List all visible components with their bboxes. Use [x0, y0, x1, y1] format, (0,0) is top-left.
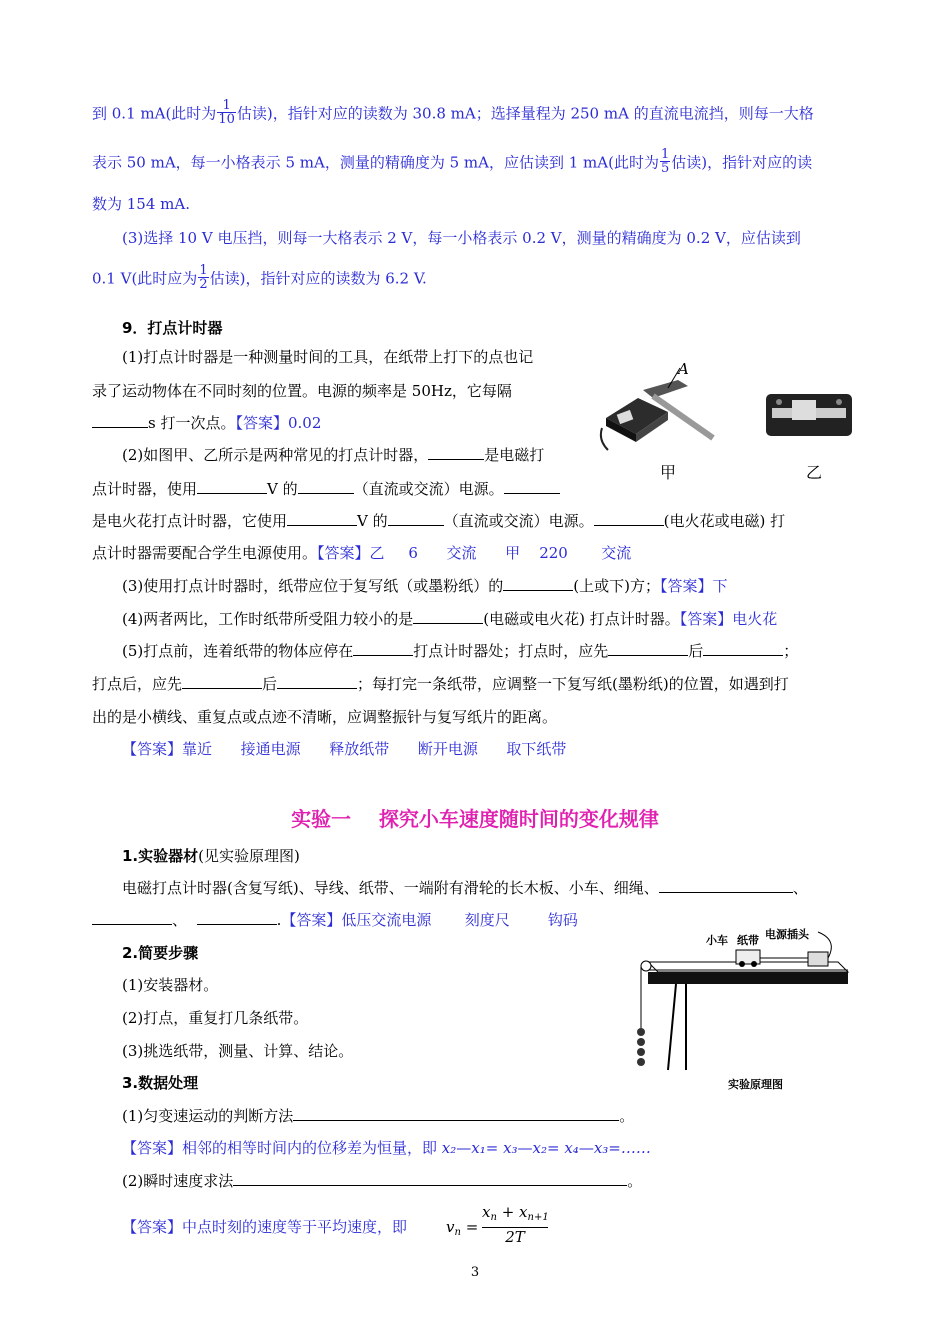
- text: （直流或交流）电源。: [443, 512, 594, 530]
- text: 到 0.1 mA(此时为: [92, 104, 217, 123]
- para-line: [92, 478, 560, 500]
- text: (上或下)方；: [573, 577, 660, 595]
- formula: x₂—x₁= x₃—x₂= x₄—x₃=……: [441, 1139, 651, 1157]
- blank: [608, 641, 688, 656]
- experiment-title: 实验一 探究小车速度随时间的变化规律: [291, 807, 659, 831]
- step-1: (1)安装器材。: [122, 976, 219, 994]
- blank: [277, 674, 357, 689]
- blank: [594, 511, 664, 526]
- formula-fraction: [482, 1203, 548, 1246]
- text: 表示 50 mA，每一小格表示 5 mA，测量的精确度为 5 mA，应估读到 1 mA(此时为: [92, 153, 659, 172]
- para-line: [122, 575, 728, 597]
- blank: [503, 576, 573, 591]
- text: 后: [688, 642, 704, 660]
- para-line: 出的是小横线、重复点或点迹不清晰，应调整振针与复写纸片的距离。: [92, 708, 558, 726]
- text: (2)瞬时速度求法: [122, 1172, 234, 1190]
- text: 【答案】相邻的相等时间内的位移差为恒量，即: [122, 1139, 442, 1157]
- blank: [293, 1106, 619, 1121]
- denominator: 5: [660, 161, 670, 176]
- blank: [428, 445, 484, 460]
- blank: [182, 674, 262, 689]
- text: (1)匀变速运动的判断方法: [122, 1107, 294, 1125]
- answer-line-3: 数为 154 mA.: [92, 195, 190, 213]
- para-line: [122, 1170, 642, 1192]
- denominator: 10: [218, 112, 235, 127]
- heading-steps: 2.简要步骤: [122, 944, 199, 962]
- heading-materials: [122, 845, 300, 867]
- answer-line-5: [92, 263, 427, 293]
- para-line: [92, 412, 321, 434]
- label-yi: 乙: [806, 463, 823, 482]
- text: (3)使用打点计时器时，纸带应位于复写纸（或墨粉纸）的: [122, 577, 504, 595]
- blank: [659, 878, 793, 893]
- v: v: [446, 1218, 455, 1236]
- answer: 【答案】电火花: [679, 610, 778, 628]
- numerator: 1: [660, 147, 670, 162]
- blank: [197, 479, 267, 494]
- text: ；每打完一条纸带，应调整一下复写纸(墨粉纸)的位置，如遇到打: [357, 675, 789, 693]
- answer-line-1: [92, 98, 814, 128]
- answer: 【答案】乙 6 交流 甲 220 交流: [317, 544, 632, 562]
- para-line: [122, 608, 777, 630]
- spark-timer-drawing: [764, 390, 854, 440]
- blank: [504, 479, 560, 494]
- text: 估读)，指针对应的读数为 6.2 V.: [209, 269, 427, 288]
- text: (2)如图甲、乙所示是两种常见的打点计时器，: [122, 446, 429, 464]
- text: (5)打点前，连着纸带的物体应停在: [122, 642, 354, 660]
- text: 0.1 V(此时应为: [92, 269, 198, 288]
- page-number: 3: [470, 1265, 480, 1280]
- blank: [92, 413, 148, 428]
- text: (4)两者两比，工作时纸带所受阻力较小的是: [122, 610, 414, 628]
- text: (见实验原理图): [198, 847, 300, 865]
- text: .: [276, 911, 282, 929]
- text: 、: [172, 911, 188, 929]
- para-line: [122, 877, 808, 899]
- answer: 【答案】下: [659, 577, 728, 595]
- numerator: 1: [217, 99, 236, 113]
- text: 估读)，指针对应的读数为 30.8 mA；选择量程为 250 mA 的直流电流挡，则每一大格: [236, 104, 814, 123]
- para-line: [122, 640, 798, 662]
- text: (电火花或电磁) 打: [663, 512, 786, 530]
- text: 电磁打点计时器(含复写纸)、导线、纸带、一端附有滑轮的长木板、小车、细绳、: [122, 879, 659, 897]
- answer: 【答案】低压交流电源 刻度尺 钩码: [281, 911, 578, 929]
- blank: [298, 479, 354, 494]
- answer-line: [122, 1137, 651, 1159]
- para-line: [92, 510, 785, 532]
- text: 、: [792, 879, 808, 897]
- answer-line-4: (3)选择 10 V 电压挡，则每一大格表示 2 V，每一小格表示 0.2 V，测量的精确度为 0.2 V，应估读到: [122, 229, 801, 247]
- text: (电磁或电火花) 打点计时器。: [483, 610, 680, 628]
- answer: 【答案】0.02: [235, 414, 322, 432]
- text: V 的: [267, 480, 298, 498]
- section-heading-timer: 9．打点计时器: [122, 319, 223, 337]
- text: s 打一次点。: [148, 414, 236, 432]
- label-jia: 甲: [660, 463, 677, 482]
- formula-vn: $v_n$ =: [446, 1218, 479, 1238]
- blank: [353, 641, 413, 656]
- figure-caption: 实验原理图: [728, 1078, 783, 1091]
- text: 打点后，应先: [92, 675, 183, 693]
- blank: [197, 910, 277, 925]
- text: V 的: [357, 512, 388, 530]
- denominator: 2T: [505, 1228, 525, 1246]
- text: 估读)，指针对应的读: [671, 153, 813, 172]
- para-line: [92, 542, 631, 564]
- sub-n: n: [454, 1227, 461, 1238]
- figure-label-tape: 纸带: [737, 934, 759, 947]
- fraction-1-5: [660, 148, 670, 175]
- electromagnetic-timer-image: [598, 360, 718, 460]
- para-line: 录了运动物体在不同时刻的位置。电源的频率是 50Hz，它每隔: [92, 382, 512, 400]
- denominator: 2: [199, 277, 208, 292]
- blank: [413, 609, 483, 624]
- text: 【答案】中点时刻的速度等于平均速度，即: [122, 1218, 408, 1236]
- text: 打点计时器处；打点时，应先: [413, 642, 609, 660]
- para-line: [122, 444, 544, 466]
- blank: [388, 511, 444, 526]
- text: 点计时器，使用: [92, 480, 198, 498]
- label-a: A: [678, 360, 689, 378]
- text: 。: [619, 1107, 635, 1125]
- para-line: (1)打点计时器是一种测量时间的工具，在纸带上打下的点也记: [122, 348, 534, 366]
- answer-line: [122, 1216, 407, 1238]
- blank: [287, 511, 357, 526]
- figure-label-plug: 电源插头: [765, 928, 809, 941]
- spark-timer-image: [764, 390, 854, 440]
- blank: [92, 910, 172, 925]
- text: 是电火花打点计时器，它使用: [92, 512, 288, 530]
- figure-label-cart: 小车: [706, 934, 728, 947]
- text: 。: [627, 1172, 643, 1190]
- fraction-1-10: [217, 99, 236, 126]
- blank: [703, 641, 783, 656]
- step-3: (3)挑选纸带，测量、计算、结论。: [122, 1042, 354, 1060]
- text: 点计时器需要配合学生电源使用。: [92, 544, 318, 562]
- answer: 【答案】靠近 接通电源 释放纸带 断开电源 取下纸带: [122, 740, 567, 758]
- text: 是电磁打: [484, 446, 545, 464]
- step-2: (2)打点，重复打几条纸带。: [122, 1009, 309, 1027]
- answer-line-2: [92, 147, 813, 177]
- heading-data: 3.数据处理: [122, 1074, 199, 1092]
- electromagnetic-timer-drawing: [598, 360, 718, 460]
- para-line: [122, 1105, 634, 1127]
- text: ；: [783, 642, 799, 660]
- numerator: $x_n + x_{n+1}$: [482, 1203, 548, 1228]
- fraction-1-2: [198, 264, 208, 291]
- text: （直流或交流）电源。: [353, 480, 504, 498]
- para-line: [92, 673, 789, 695]
- text: 后: [262, 675, 278, 693]
- blank: [233, 1171, 627, 1186]
- text: 1.实验器材: [122, 847, 199, 865]
- numerator: 1: [199, 263, 208, 278]
- para-line: [92, 909, 578, 931]
